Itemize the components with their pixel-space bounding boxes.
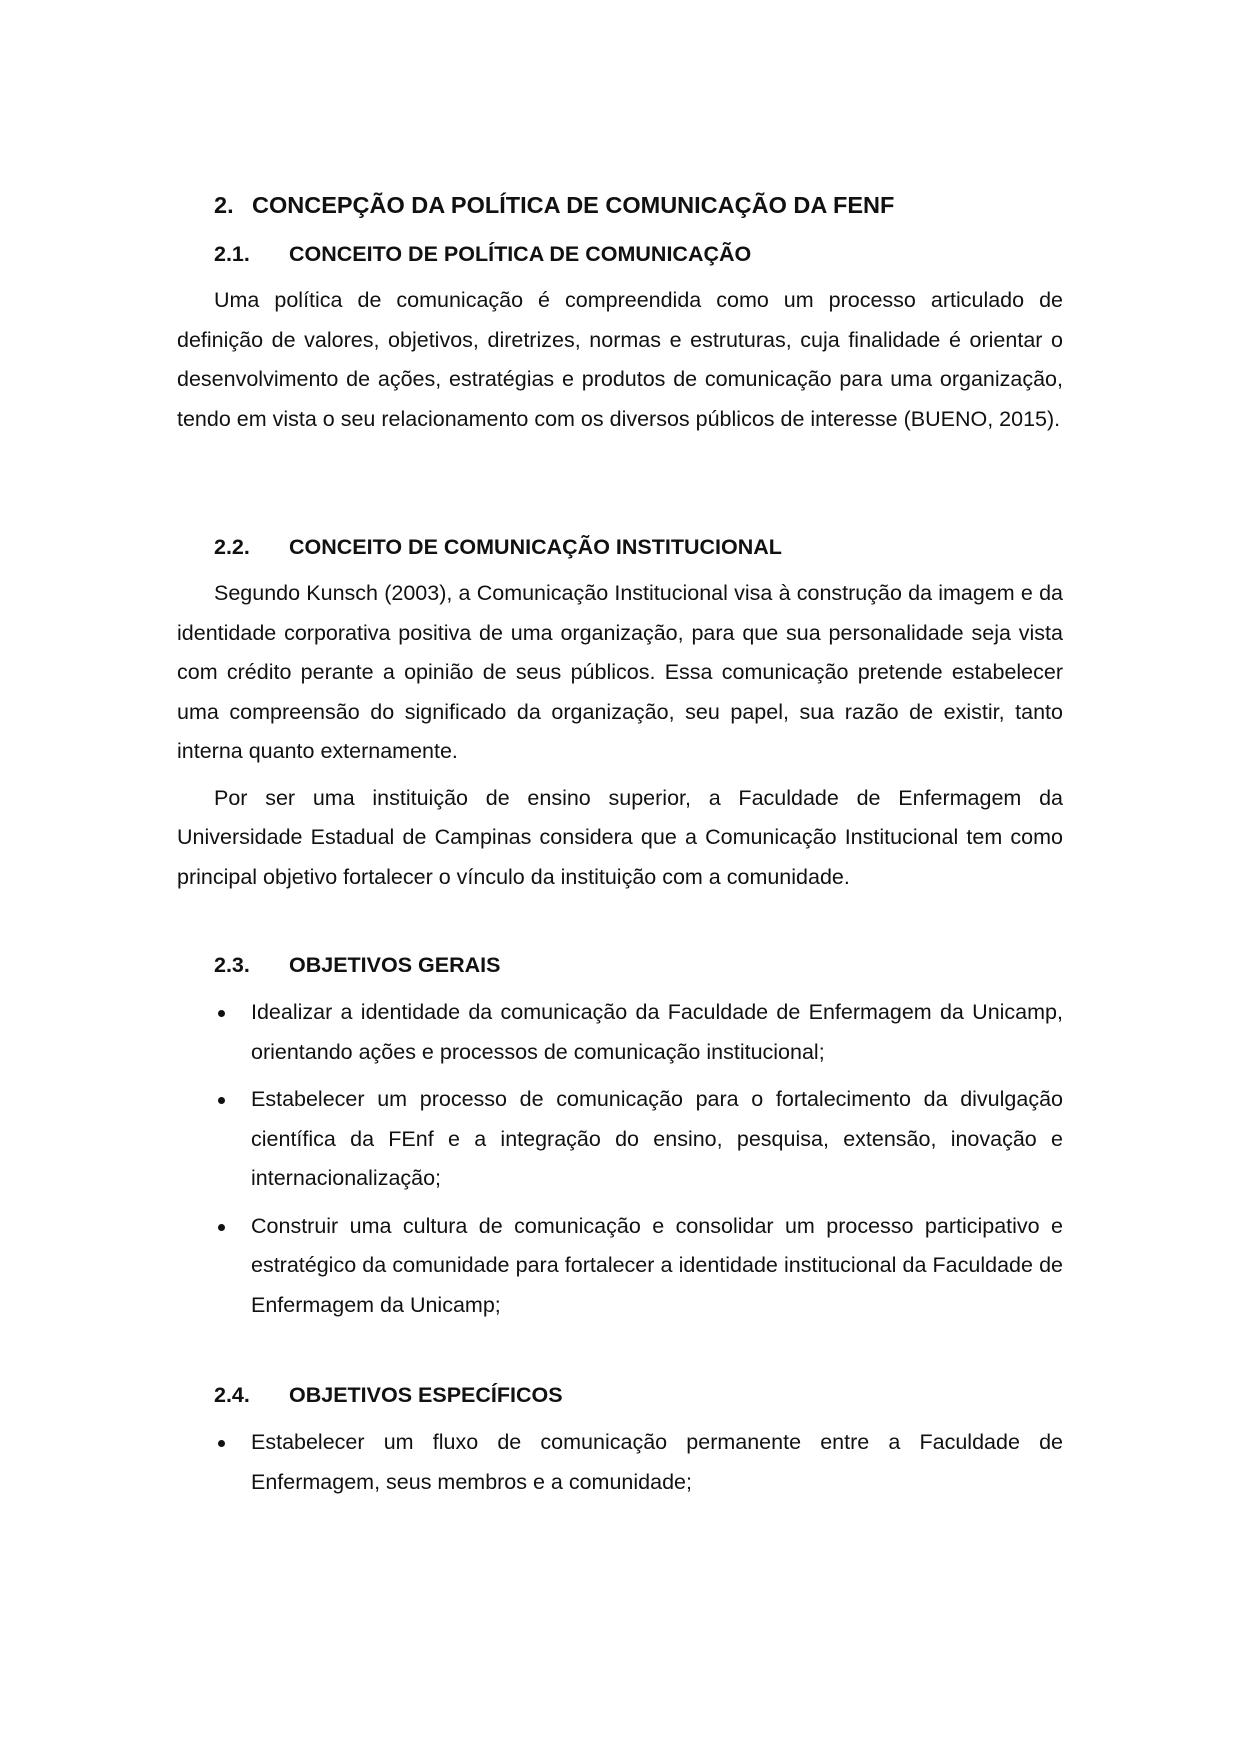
section-title: OBJETIVOS GERAIS bbox=[289, 953, 501, 977]
section-heading-2-2 bbox=[214, 535, 782, 560]
section-number: 2.3. bbox=[214, 953, 250, 977]
section-body-2-1 bbox=[177, 281, 1063, 439]
list-item bbox=[214, 993, 1063, 1072]
bullet-list-objetivos-gerais bbox=[214, 993, 1063, 1333]
bullet-list-objetivos-especificos bbox=[214, 1423, 1063, 1510]
list-item-text: Estabelecer um fluxo de comunicação permanente entre a Faculdade de Enfermagem, seus membros e a comunidade; bbox=[251, 1430, 1063, 1494]
paragraph: Segundo Kunsch (2003), a Comunicação Institucional visa à construção da imagem e da identidade corporativa positiva de uma organização, para que sua personalidade seja vista com crédito perante a opinião de seus públicos. Essa comunicação pretende estabelecer uma compreensão do significado da organização, seu papel, sua razão de existir, tanto interna quanto externamente. bbox=[177, 581, 1063, 763]
list-item bbox=[214, 1080, 1063, 1199]
main-heading bbox=[214, 192, 894, 219]
paragraph: Uma política de comunicação é compreendida como um processo articulado de definição de valores, objetivos, diretrizes, normas e estruturas, cuja finalidade é orientar o desenvolvimento de ações, estratégias e produtos de comunicação para uma organização, tendo em vista o seu relacionamento com os diversos públicos de interesse (BUENO, 2015). bbox=[177, 288, 1063, 431]
list-item-text: Construir uma cultura de comunicação e consolidar um processo participativo e estratégico da comunidade para fortalecer a identidade institucional da Faculdade de Enfermagem da Unicamp; bbox=[251, 1213, 1063, 1317]
bullet-icon bbox=[218, 1440, 225, 1447]
section-heading-2-4 bbox=[214, 1383, 563, 1408]
section-heading-2-3 bbox=[214, 953, 500, 978]
section-number: 2.4. bbox=[214, 1383, 250, 1407]
section-title: OBJETIVOS ESPECÍFICOS bbox=[289, 1383, 563, 1407]
section-body-2-2 bbox=[177, 574, 1063, 897]
paragraph: Por ser uma instituição de ensino superior, a Faculdade de Enfermagem da Universidade Estadual de Campinas considera que a Comunicação Institucional tem como principal objetivo fortalecer o vínculo da instituição com a comunidade. bbox=[177, 785, 1063, 889]
main-heading-number: 2. bbox=[214, 192, 234, 218]
section-title: CONCEITO DE COMUNICAÇÃO INSTITUCIONAL bbox=[289, 535, 782, 559]
list-item-text: Estabelecer um processo de comunicação para o fortalecimento da divulgação científica da FEnf e a integração do ensino, pesquisa, extensão, inovação e internacionalização; bbox=[251, 1087, 1063, 1190]
list-item bbox=[214, 1423, 1063, 1502]
list-item-text: Idealizar a identidade da comunicação da Faculdade de Enfermagem da Unicamp, orientando ações e processos de comunicação institucional; bbox=[251, 1000, 1063, 1064]
section-number: 2.2. bbox=[214, 535, 250, 559]
section-number: 2.1. bbox=[214, 242, 250, 266]
bullet-icon bbox=[218, 1224, 225, 1231]
list-item bbox=[214, 1207, 1063, 1326]
main-heading-title: CONCEPÇÃO DA POLÍTICA DE COMUNICAÇÃO DA FENF bbox=[252, 192, 895, 218]
section-title: CONCEITO DE POLÍTICA DE COMUNICAÇÃO bbox=[289, 242, 752, 266]
bullet-icon bbox=[218, 1010, 225, 1017]
bullet-icon bbox=[218, 1097, 225, 1104]
section-heading-2-1 bbox=[214, 242, 751, 267]
